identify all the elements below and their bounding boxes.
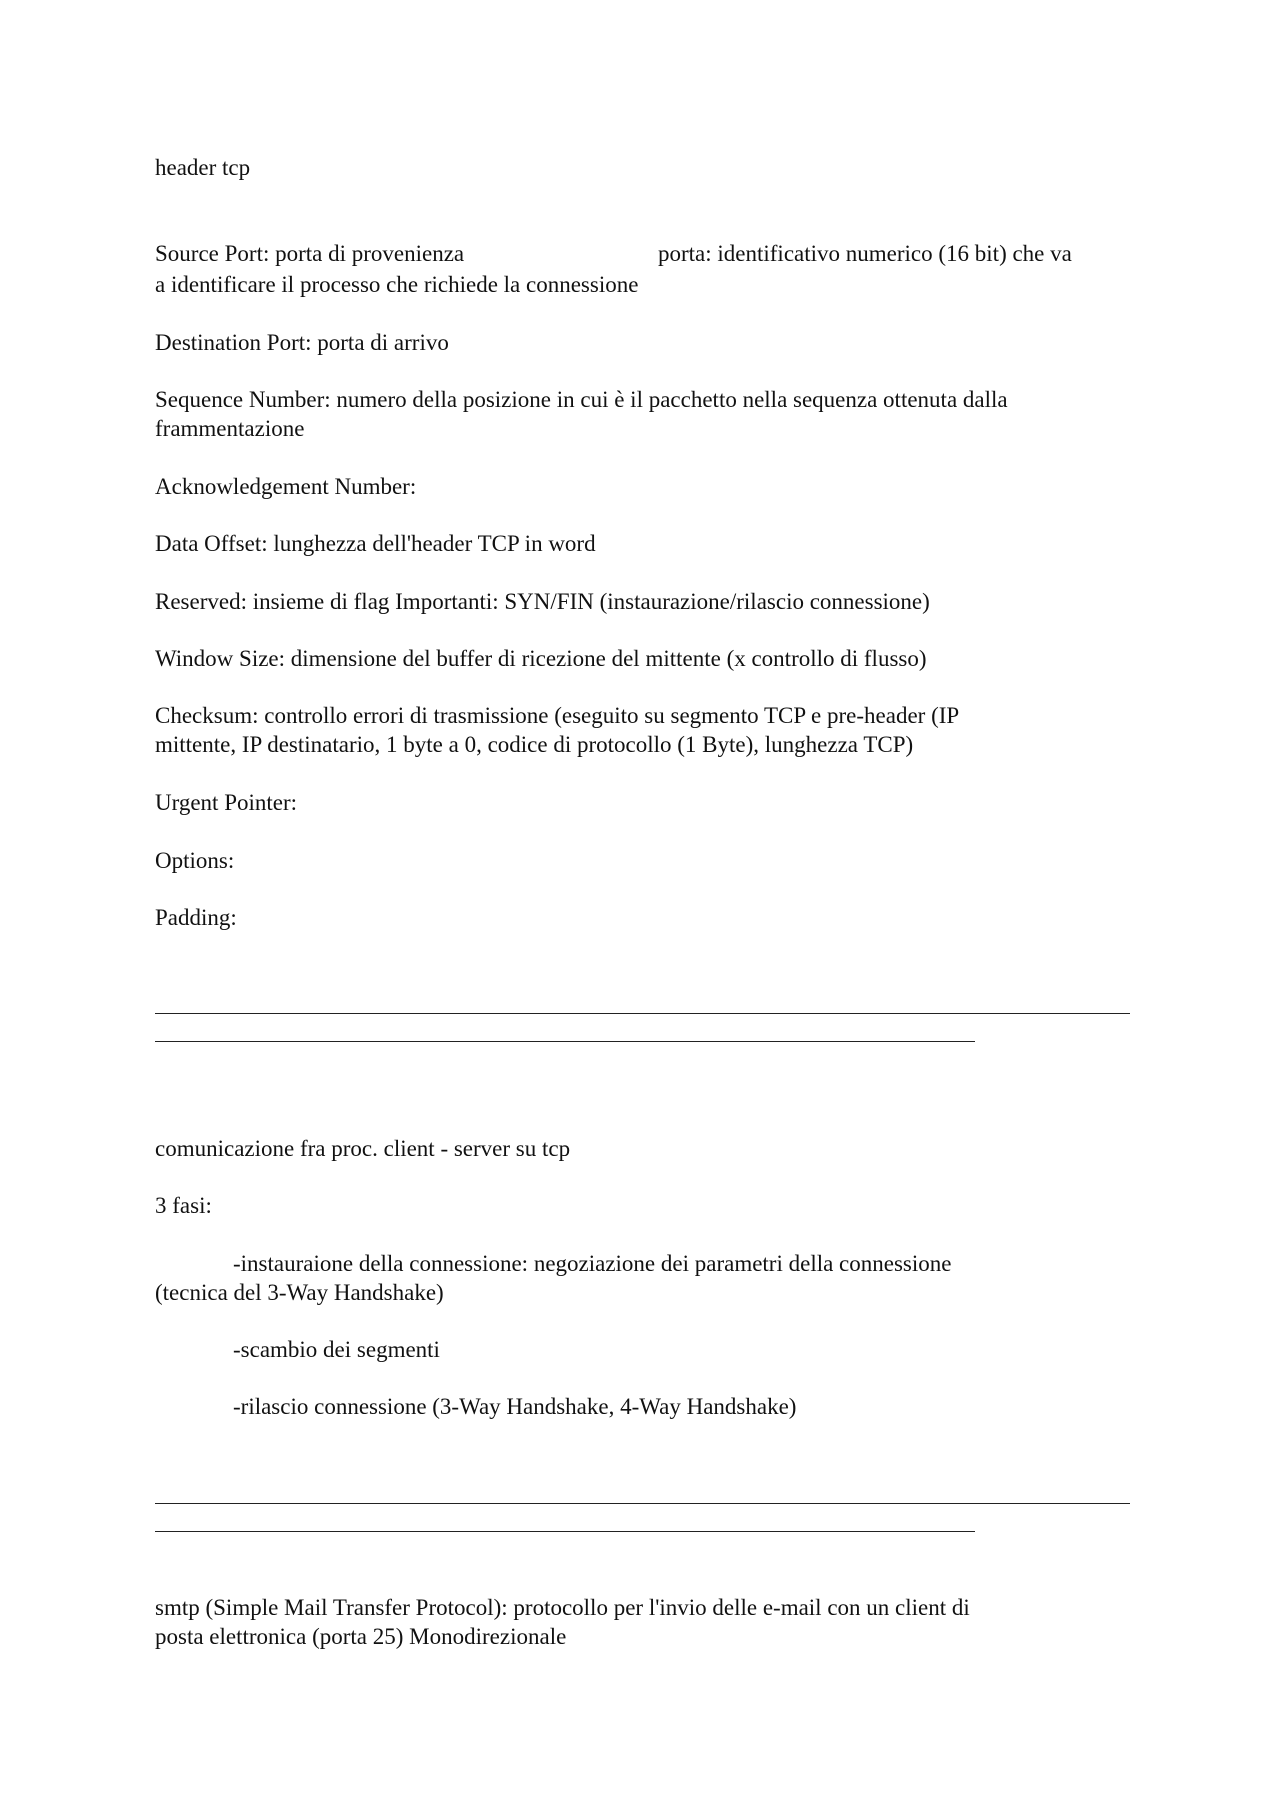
checksum-continued: mittente, IP destinatario, 1 byte a 0, codice di protocollo (1 Byte), lunghezza TCP) [155,732,914,757]
source-port-note: porta: identificativo numerico (16 bit) che va [658,241,1072,266]
checksum: Checksum: controllo errori di trasmissione (eseguito su segmento TCP e pre-header (IP [155,703,960,728]
destination-port: Destination Port: porta di arrivo [155,330,449,355]
phase-1: -instauraione della connessione: negoziazione dei parametri della connessione [233,1251,952,1276]
reserved-flags: Reserved: insieme di flag Importanti: SYN/FIN (instaurazione/rilascio connessione) [155,589,930,614]
options: Options: [155,848,235,873]
source-port-label: Source Port: porta di provenienza [155,241,465,266]
horizontal-divider [155,1013,1130,1014]
sequence-number-continued: frammentazione [155,416,305,441]
acknowledgement-number: Acknowledgement Number: [155,474,417,499]
section-title-tcp-header: header tcp [155,155,251,180]
window-size: Window Size: dimensione del buffer di ricezione del mittente (x controllo di flusso) [155,646,927,671]
phase-2: -scambio dei segmenti [233,1337,440,1362]
phases-label: 3 fasi: [155,1193,212,1218]
section-title-communication: comunicazione fra proc. client - server su tcp [155,1136,571,1161]
phase-1-continued: (tecnica del 3-Way Handshake) [155,1280,444,1305]
urgent-pointer: Urgent Pointer: [155,790,298,815]
phase-3: -rilascio connessione (3-Way Handshake, 4-Way Handshake) [233,1394,797,1419]
horizontal-divider [155,1503,1130,1504]
horizontal-divider [155,1531,975,1532]
source-port-note-continued: a identificare il processo che richiede la connessione [155,272,639,297]
smtp-description-continued: posta elettronica (porta 25) Monodirezionale [155,1624,567,1649]
smtp-description: smtp (Simple Mail Transfer Protocol): protocollo per l'invio delle e-mail con un client di [155,1595,970,1620]
sequence-number: Sequence Number: numero della posizione in cui è il pacchetto nella sequenza ottenuta dalla [155,387,1008,412]
horizontal-divider [155,1041,975,1042]
data-offset: Data Offset: lunghezza dell'header TCP in word [155,531,596,556]
padding: Padding: [155,905,237,930]
